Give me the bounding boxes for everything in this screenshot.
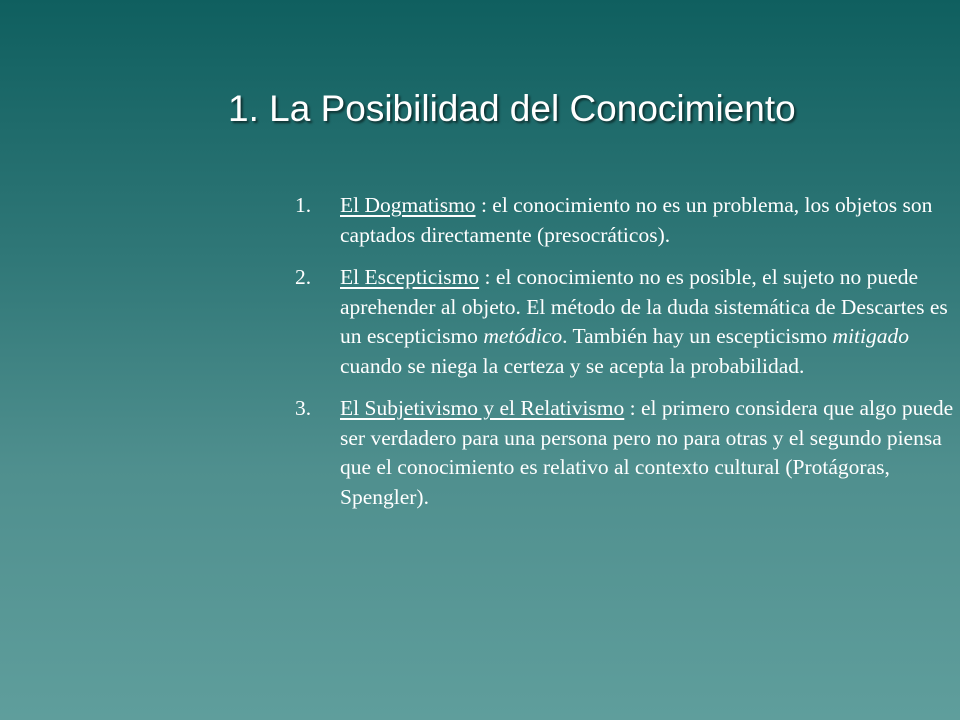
item-emphasis-mitigado: mitigado xyxy=(832,324,909,348)
item-text: : el conocimiento no es posible, el sujeto no puede aprehender al objeto. El método de la duda sistemática de Descartes es un escepticismo xyxy=(340,265,948,348)
slide-title: 1. La Posibilidad del Conocimiento xyxy=(228,88,796,129)
item-term: El Escepticismo xyxy=(340,265,480,289)
numbered-list xyxy=(288,191,954,525)
item-text: : el primero considera que algo puede ser verdadero para una persona pero no para otras y el segundo piensa que el conocimiento es relativo al contexto cultural (Protágoras, Spengler). xyxy=(340,396,954,509)
item-text: . También hay un escepticismo xyxy=(562,324,833,348)
item-number: 2. xyxy=(295,265,312,289)
list-item-subjetivismo xyxy=(288,394,954,512)
item-text: : el conocimiento no es un problema, los objetos son captados directamente (presocráticos). xyxy=(340,193,933,247)
item-number: 1. xyxy=(295,193,312,217)
item-emphasis-metodico: metódico xyxy=(483,324,563,348)
item-term: El Dogmatismo xyxy=(340,193,476,217)
item-number: 3. xyxy=(295,396,312,420)
list-item-escepticismo xyxy=(288,263,954,381)
item-text: cuando se niega la certeza y se acepta la probabilidad. xyxy=(340,353,805,378)
item-term: El Subjetivismo y el Relativismo xyxy=(340,396,625,420)
list-item-dogmatismo xyxy=(288,191,954,250)
